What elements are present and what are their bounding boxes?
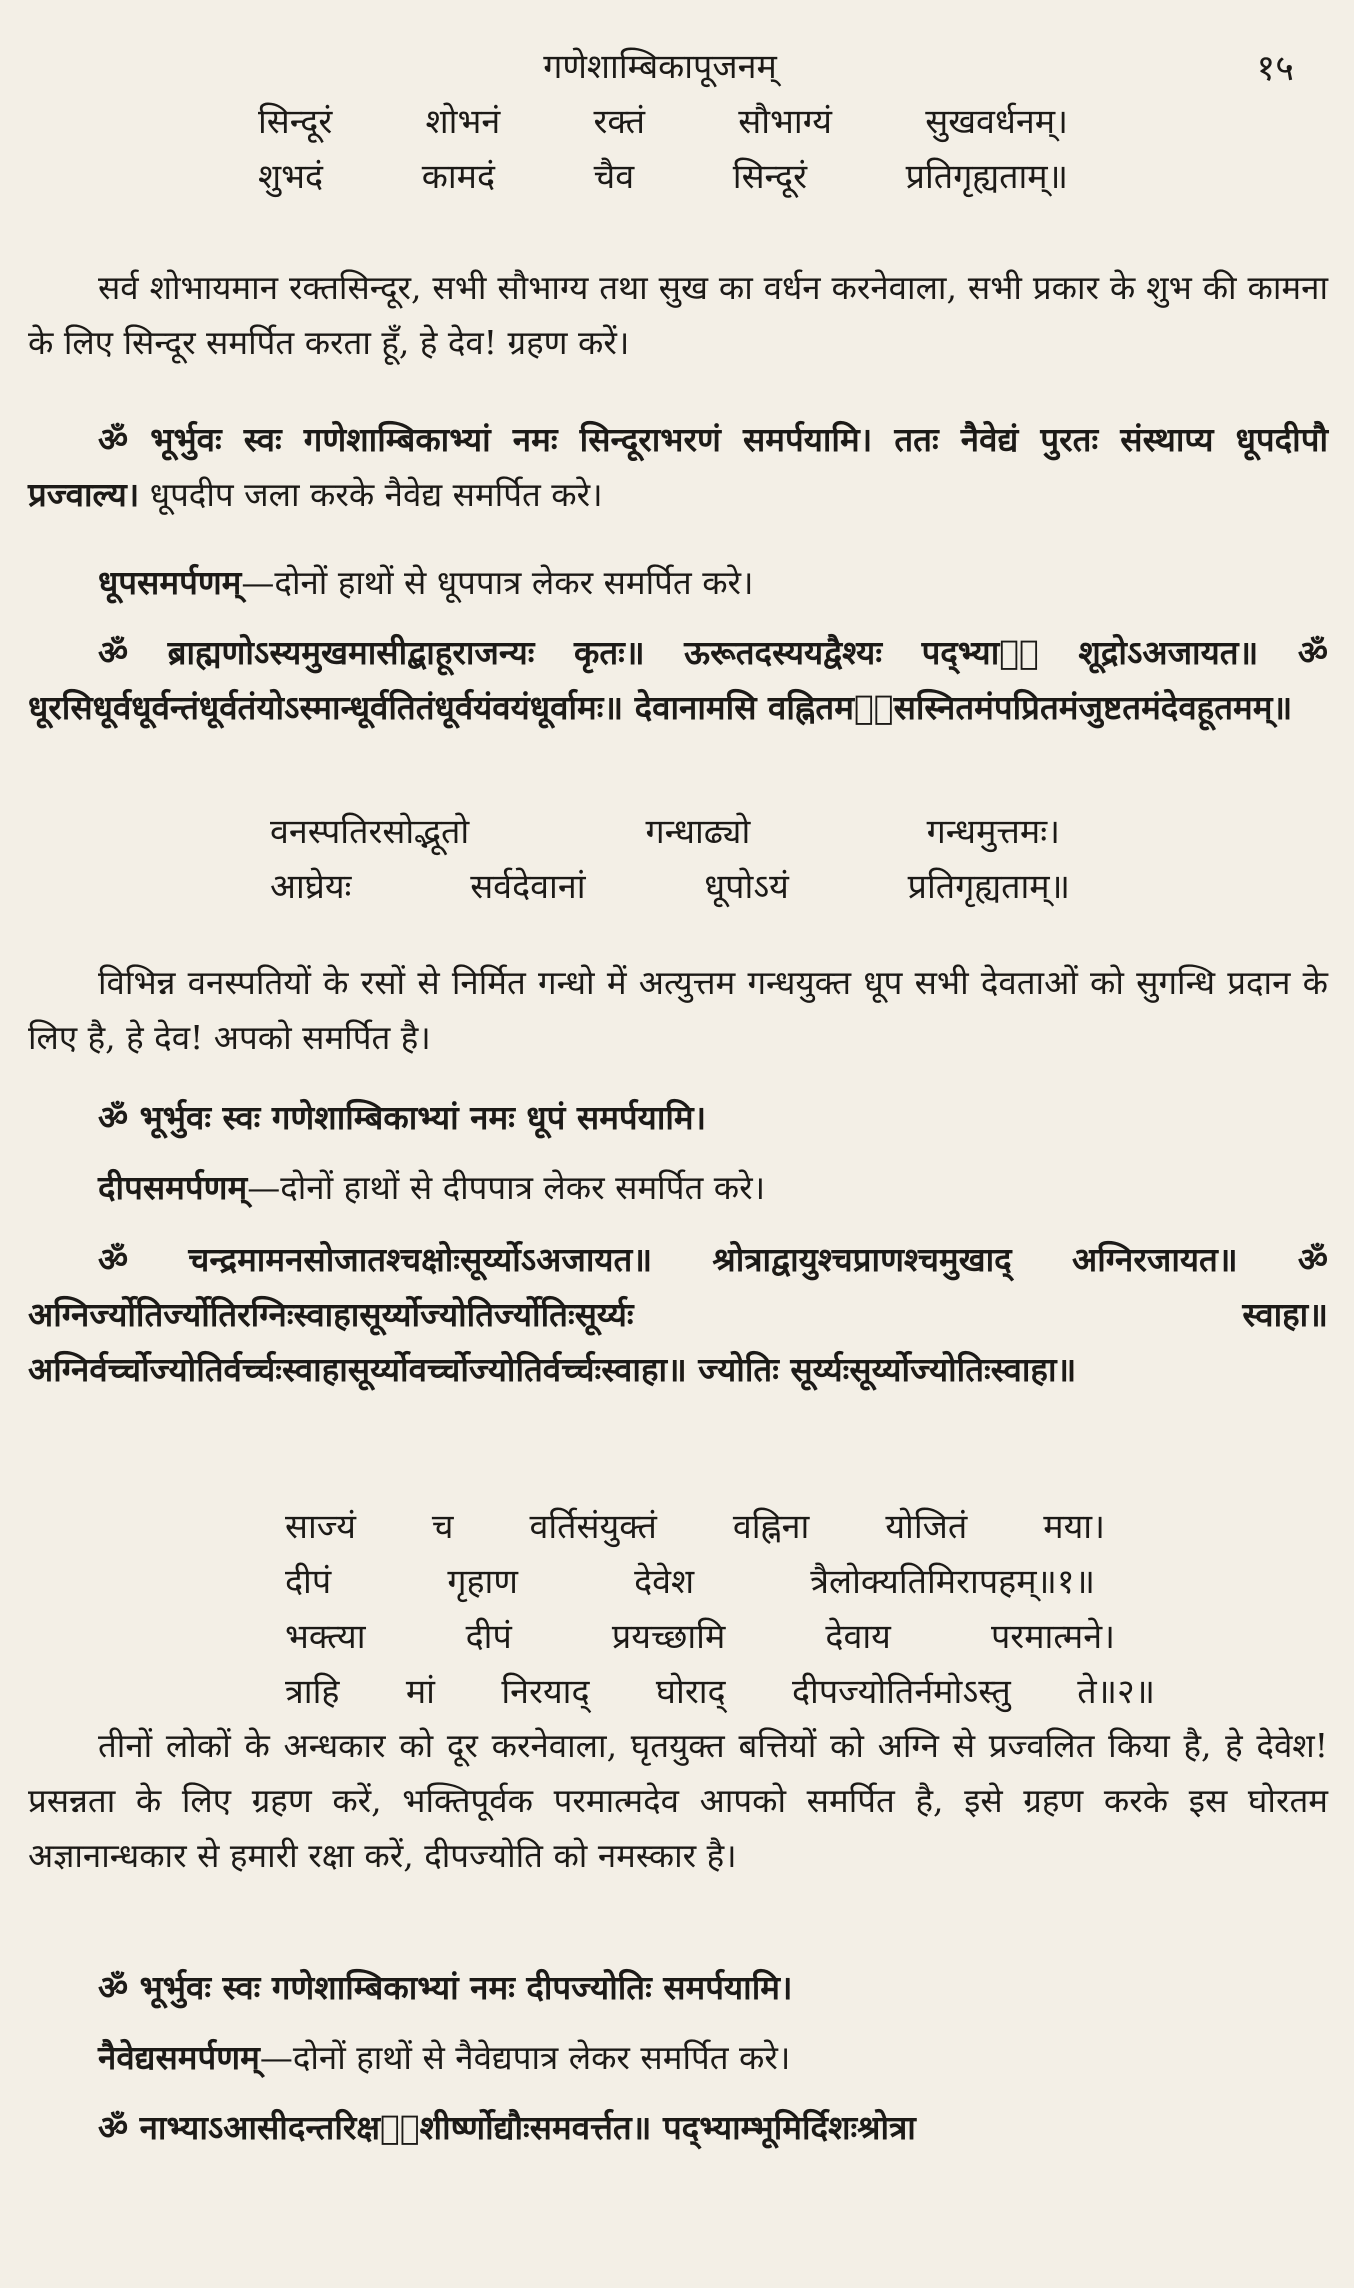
verse-line <box>270 805 1070 860</box>
verse-word: सौभाग्यं <box>738 102 833 142</box>
section-title: नैवेद्यसमर्पणम् <box>98 2038 260 2077</box>
verse-deep <box>285 1500 1155 1720</box>
verse-line <box>285 1555 1155 1610</box>
section-instruction: —दोनों हाथों से धूपपात्र लेकर समर्पित करे। <box>241 563 754 602</box>
verse-word: गृहाण <box>447 1562 518 1602</box>
verse-line <box>270 860 1070 915</box>
verse-word: धूपोऽयं <box>704 867 789 907</box>
verse-line <box>285 1610 1155 1665</box>
verse-word: प्रतिगृह्यताम्॥ <box>905 157 1068 197</box>
verse-word: दीपं <box>285 1562 332 1602</box>
verse-word: प्रयच्छामि <box>611 1617 726 1657</box>
page-number: १५ <box>1256 48 1294 89</box>
verse-word: च <box>431 1507 454 1547</box>
translation-paragraph: सर्व शोभायमान रक्तसिन्दूर, सभी सौभाग्य तथा सुख का वर्धन करनेवाला, सभी प्रकार के शुभ की कामना के लिए सिन्दूर समर्पित करता हूँ, हे देव! ग्रहण करें। <box>28 268 1328 362</box>
verse-word: त्रैलोक्यतिमिरापहम्॥१॥ <box>810 1562 1095 1602</box>
verse-sindur <box>258 95 1068 205</box>
verse-word: सुखवर्धनम्। <box>925 102 1068 142</box>
verse-word: सिन्दूरं <box>258 102 333 142</box>
verse-word: वर्तिसंयुक्तं <box>529 1507 657 1547</box>
verse-line <box>258 95 1068 150</box>
instruction-text: धूपदीप जला करके नैवेद्य समर्पित करे। <box>139 475 603 514</box>
verse-word: शोभनं <box>425 102 501 142</box>
verse-word: देवेश <box>634 1562 695 1602</box>
verse-line <box>285 1500 1155 1555</box>
mantra-paragraph <box>28 412 1328 522</box>
verse-word: प्रतिगृह्यताम्॥ <box>907 867 1070 907</box>
verse-word: निरयाद् <box>501 1672 590 1712</box>
verse-word: रक्तं <box>593 102 645 142</box>
section-title: दीपसमर्पणम् <box>98 1168 248 1207</box>
verse-word: भक्त्या <box>285 1617 366 1657</box>
mantra-paragraph: ॐ ब्राह्मणोऽस्यमुखमासीद्बाहूराजन्यः कृतः॥ ऊरूतदस्ययद्वैश्यः पद्भ्याᳫँ शूद्रोऽअजायत॥ ॐ धूरसिधूर्वधूर्वन्तंधूर्वतंयोऽस्मान्धूर्वतितंधूर्वयंवयंधूर्वामः॥ देवानामसि वह्नितमᳫँसस्नितमंपप्रितमंजुष्टतमंदेवहूतमम्॥ <box>28 633 1328 727</box>
verse-word: दीपं <box>465 1617 512 1657</box>
verse-word: साज्यं <box>285 1507 356 1547</box>
verse-word: गन्धमुत्तमः। <box>926 812 1060 852</box>
section-heading-dhoop <box>28 555 1328 610</box>
verse-word: परमात्मने। <box>990 1617 1115 1657</box>
verse-word: मया। <box>1043 1507 1105 1547</box>
verse-word: वह्निना <box>732 1507 810 1547</box>
translation-paragraph: विभिन्न वनस्पतियों के रसों से निर्मित गन्धो में अत्युत्तम गन्धयुक्त धूप सभी देवताओं को सुगन्धि प्रदान के लिए है, हे देव! अपको समर्पित है। <box>28 963 1328 1057</box>
verse-line <box>258 150 1068 205</box>
verse-word: कामदं <box>421 157 496 197</box>
verse-word: वनस्पतिरसोद्भूतो <box>270 812 470 852</box>
translation-paragraph: तीनों लोकों के अन्धकार को दूर करनेवाला, घृतयुक्त बत्तियों को अग्नि से प्रज्वलित किया है, हे देवेश! प्रसन्नता के लिए ग्रहण करें, भक्तिपूर्वक परमात्मदेव आपको समर्पित है, इसे ग्रहण करके इस घोरतम अज्ञानान्धकार से हमारी रक्षा करें, दीपज्योति को नमस्कार है। <box>28 1726 1328 1875</box>
verse-word: चैव <box>593 157 635 197</box>
verse-word: शुभदं <box>258 157 324 197</box>
mantra-line: ॐ नाभ्याऽआसीदन्तरिक्षᳫँशीर्ष्णोद्यौःसमवर्त्तत॥ पद्भ्याम्भूमिर्दिशःश्रोत्रा <box>98 2108 916 2147</box>
mantra-line: ॐ भूर्भुवः स्वः गणेशाम्बिकाभ्यां नमः धूपं समर्पयामि। <box>98 1098 707 1137</box>
verse-word: सर्वदेवानां <box>470 867 586 907</box>
verse-word: दीपज्योतिर्नमोऽस्तु <box>791 1672 1011 1712</box>
section-heading-naivedya <box>28 2030 1328 2085</box>
section-instruction: —दोनों हाथों से दीपपात्र लेकर समर्पित करे। <box>247 1168 766 1207</box>
section-instruction: —दोनों हाथों से नैवेद्यपात्र लेकर समर्पित करे। <box>259 2038 791 2077</box>
mantra-text: ॐ भूर्भुवः स्वः गणेशाम्बिकाभ्यां नमः सिन्दूराभरणं समर्पयामि। ततः नैवेद्यं पुरतः संस्थाप्य धूपदीपौ प्रज्वाल्य। <box>28 420 1328 514</box>
verse-word: योजितं <box>885 1507 968 1547</box>
verse-word: आघ्रेयः <box>270 867 352 907</box>
mantra-paragraph: ॐ चन्द्रमामनसोजातश्चक्षोःसूर्य्योऽअजायत॥ श्रोत्राद्वायुश्चप्राणश्चमुखाद् अग्निरजायत॥ ॐ अग्निर्ज्योतिर्ज्योतिरग्निःस्वाहासूर्य्योज्योतिर्ज्योतिःसूर्य्यः स्वाहा॥ अग्निर्वर्च्चोज्योतिर्वर्च्चःस्वाहासूर्य्योवर्च्चोज्योतिर्वर्च्चःस्वाहा॥ ज्योतिः सूर्य्यःसूर्य्योज्योतिःस्वाहा॥ <box>28 1240 1328 1389</box>
page-header <box>0 42 1354 92</box>
mantra-line: ॐ भूर्भुवः स्वः गणेशाम्बिकाभ्यां नमः दीपज्योतिः समर्पयामि। <box>98 1968 793 2007</box>
verse-word: सिन्दूरं <box>732 157 808 197</box>
verse-word: त्राहि <box>285 1672 340 1712</box>
section-heading-deep <box>28 1160 1328 1215</box>
verse-word: गन्धाढ्यो <box>645 812 751 852</box>
section-title: धूपसमर्पणम् <box>98 563 242 602</box>
verse-word: देवाय <box>825 1617 891 1657</box>
running-title: गणेशाम्बिकापूजनम् <box>543 47 777 87</box>
verse-word: घोराद् <box>655 1672 726 1712</box>
verse-line <box>285 1665 1155 1720</box>
verse-word: मां <box>405 1672 435 1712</box>
verse-word: ते॥२॥ <box>1077 1672 1155 1712</box>
verse-dhoop <box>270 805 1070 915</box>
